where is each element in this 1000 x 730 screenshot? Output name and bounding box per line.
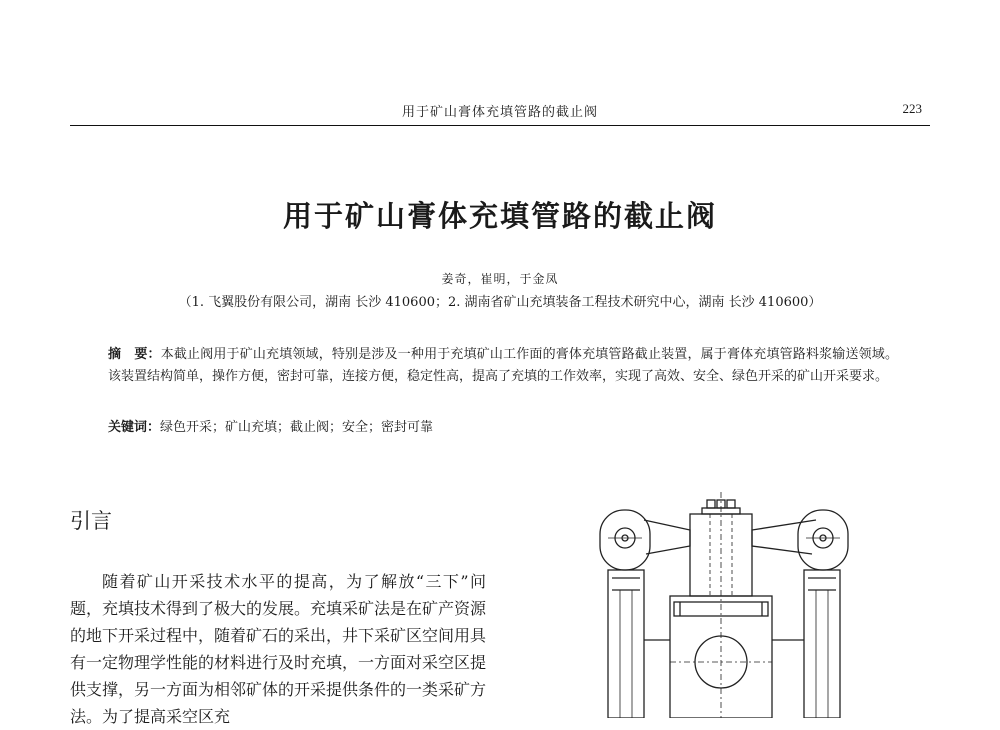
abstract [108, 344, 898, 388]
keywords-text: 绿色开采；矿山充填；截止阀；安全；密封可靠 [160, 420, 434, 435]
valve-drawing-icon [590, 490, 870, 718]
running-title: 用于矿山膏体充填管路的截止阀 [401, 105, 598, 120]
article-title: 用于矿山膏体充填管路的截止阀 [282, 199, 717, 233]
keywords [108, 416, 433, 435]
authors: 姜奇，崔明，于金凤 [441, 272, 559, 286]
affiliations: （1. 飞翼股份有限公司，湖南 长沙 410600；2. 湖南省矿山充填装备工程技术研究中心，湖南 长沙 410600） [178, 295, 822, 310]
abstract-text: 本截止阀用于矿山充填领域，特别是涉及一种用于充填矿山工作面的膏体充填管路截止装置，属于膏体充填管路料浆输送领域。该装置结构简单，操作方便，密封可靠，连接方便，稳定性高，提高了充填的工作效率，实现了高效、安全、绿色开采的矿山开采要求。 [108, 347, 898, 384]
keywords-label: 关键词： [108, 420, 161, 435]
abstract-label: 摘 要： [108, 347, 161, 362]
section-heading: 引言 [70, 509, 112, 533]
body-paragraph: 随着矿山开采技术水平的提高，为了解放“三下”问题，充填技术得到了极大的发展。充填采矿法是在矿产资源的地下开采过程中，随着矿石的采出，井下采矿区空间用具有一定物理学性能的材料进行及时充填，一方面对采空区提供支撑，另一方面为相邻矿体的开采提供条件的一类采矿方法。为了提高采空区充 [70, 572, 487, 726]
header-rule [70, 125, 930, 126]
page-number: 223 [902, 101, 922, 116]
